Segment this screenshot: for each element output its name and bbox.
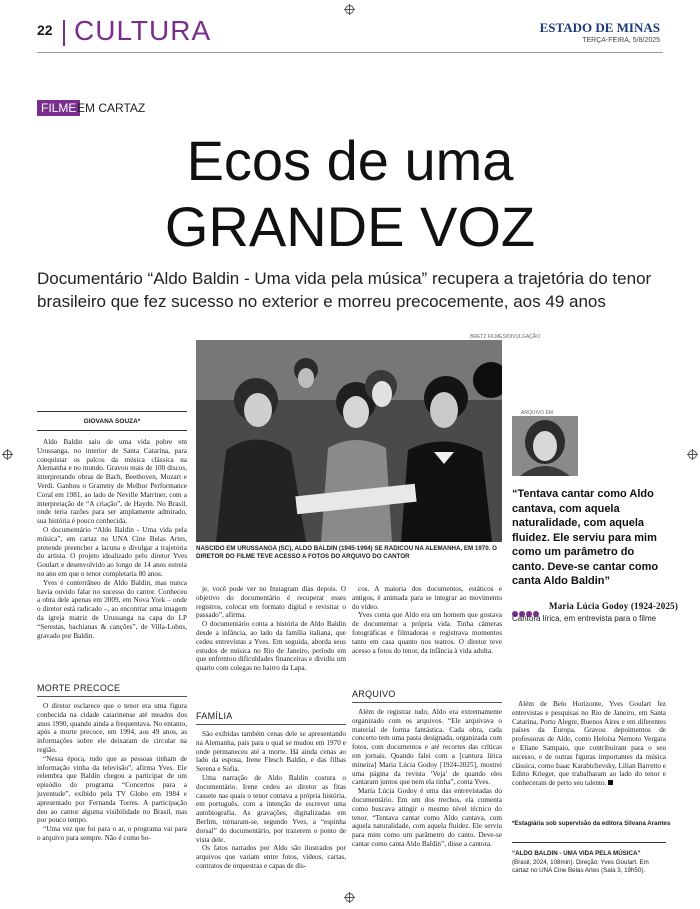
paragraph: São exibidas também cenas dele se apresentando na Alemanha, país para o qual se mudou em 1970 e onde permaneceu até a morte. Há ainda cenas ao lado da esposa, Irene Flesch Baldin, e das filhas Serena e Sofia.	[196, 730, 346, 774]
subhead-familia: FAMÍLIA	[196, 711, 233, 721]
subhead-rule	[352, 702, 502, 703]
subhead-arquivo: ARQUIVO	[352, 689, 396, 699]
registration-mark	[345, 5, 354, 14]
byline-rule	[37, 430, 187, 431]
headline-line-2: GRANDE VOZ	[164, 195, 536, 258]
article-column-3-top	[352, 585, 502, 655]
paragraph: Aldo Baldin saiu de uma vida pobre em Urussanga, no interior de Santa Catarina, para conquistar os palcos da música clássica na Alemanha e no mundo. Gravou mais de 100 discos, interpretando obras de Bach, Beethoven, Mozart e Verdi. Ganhou o Grammy de Melhor Performance Coral em 1981, ao lado de Neville Marriner, com a interpretação de “A criação”, de Haydn. No Brasil, onde teria razões para ser amplamente admirado, sua história é pouco conhecida.	[37, 438, 187, 526]
article-column-3-bottom	[352, 708, 502, 849]
infobox-rule	[512, 842, 666, 843]
subhead-morte-precoce: MORTE PRECOCE	[37, 683, 121, 693]
section-title: CULTURA	[74, 15, 212, 46]
quote-author: Maria Lúcia Godoy (1924-2025)	[549, 601, 679, 611]
registration-mark	[688, 450, 697, 459]
subhead-rule	[196, 724, 346, 725]
paragraph: O documentário conta a história de Aldo Baldin desde a infância, ao lado da família italiana, que cedeu entrevistas a Yves. Em seguida, aborda seus estudos de música no Rio de Janeiro, período em que enfrentou dificuldades financeiras e dividiu um quarto com colegas no bairro da Lapa.	[196, 620, 346, 673]
page-number: 22	[37, 22, 53, 38]
paragraph: O diretor esclarece que o tenor era uma figura conhecida na cidade catarinense até meados dos anos 1990, quando ainda a frequentava. No entanto, após a morte precoce, em 1994, aos 49 anos, as informações sobre ele deixaram de circular na região.	[37, 702, 187, 754]
paragraph: Uma narração de Aldo Baldin costura o documentário. Irene cedeu ao diretor as fitas cassete nas quais o tenor contava a própria história, em português, com a intenção de escrever uma autobiografia. As gravações, digitalizadas em Berlim, tornaram-se, segundo Yves, a “espinha dorsal” do documentário, por trazerem o ponto de vista dele.	[196, 773, 346, 844]
pull-quote: “Tentava cantar como Aldo cantava, com aquela naturalidade, com aquela fluidez. Ele serviu para mim como um parâmetro do canto. Deve-se cantar como canta Aldo Baldin”	[512, 488, 659, 587]
header-rule	[37, 52, 663, 53]
newspaper-logo: ESTADO DE MINAS	[539, 20, 660, 35]
category-tag: FILME	[37, 100, 80, 116]
footnote: *Estagiária sob supervisão da editora Silvana Arantes	[512, 820, 671, 827]
registration-mark	[3, 450, 12, 459]
article-column-2-top	[196, 585, 346, 673]
infobox-text: (Brasil, 2024, 108min). Direção: Yves Goulart. Em cartaz no UNA Cine Belas Artes (Sala 3, 19h50).	[512, 859, 649, 874]
portrait-illustration	[512, 416, 578, 476]
paragraph: Yves conta que Aldo era um homem que gostava de documentar a própria vida. Tinha câmeras fotográficas e filmadoras e registrava momentos tanto em casa quanto nos teatros. O diretor teve acesso a fotos do tenor, da infância à vida adulta.	[352, 611, 502, 655]
paragraph: Os fatos narrados por Aldo são ilustrados por arquivos que variam entre fotos, vídeos, cartas, contratos de orquestras e capas de dis-	[196, 844, 346, 870]
category-subtag: EM CARTAZ	[77, 101, 146, 115]
main-photo	[196, 340, 502, 542]
paragraph: Yves é conterrâneo de Aldo Baldin, mas nunca havia ouvido falar no sucesso do cantor. Conheceu a obra dele apenas em 2009, em Nova York – onde o diretor está radicado –, ao encontrar uma imagem da igreja matriz de Urussanga na capa do LP “Serestas, bachianas & canções”, de Villa-Lobos, gravado por Baldin.	[37, 578, 187, 640]
photo-credit: BRETZ FILMES/DIVULGAÇÃO	[470, 334, 541, 340]
photo-caption: NASCIDO EM URUSSANGA (SC), ALDO BALDIN (1945-1994) SE RADICOU NA ALEMANHA, EM 1970. O DIRETOR DO FILME TEVE ACESSO A FOTOS DO ARQUIVO DO CANTOR	[196, 545, 497, 560]
paragraph: Além de registrar tudo, Aldo era extremamente organizado com os arquivos. “Ele arquivava o material de forma fantástica. Cada obra, cada concerto tem uma pasta designada, organizada com fotos, com documentos e até recortes das críticas em jornais. Quando falei com a [cantora lírica mineira] Maria Lúcia Godoy [1924-2025], mostrei uma página da revista ‘Veja’ de quando eles cantaram juntos que nem ela tinha”, conta Yves.	[352, 708, 502, 787]
registration-mark	[345, 893, 354, 902]
side-photo	[512, 416, 578, 476]
quote-author-role: Cantora lírica, em entrevista para o filme	[512, 614, 657, 623]
paragraph: cos. A maioria dos documentos, estáticos e antigos, é animada para se integrar ao movimento do vídeo.	[352, 585, 502, 611]
paragraph: “Nessa época, tudo que as pessoas tinham de informação vinha da televisão”, afirma Yves. Ele relembra que Baldin chegou a participar de um episódio do programa “Concertos para a juventude”, exibido pela TV Globo em 1984 e apresentado por Fernanda Torres. A participação deu ao cantor alguma visibilidade no Brasil, mas por pouco tempo.	[37, 754, 187, 825]
paragraph-text: Além de Belo Horizonte, Yves Goulart fez entrevistas e pesquisas no Rio de Janeiro, em Santa Catarina, Porto Alegre, Buenos Aires e em diferentes países da Europa. Gravou depoimentos de professoras de Aldo, como Heloísa Nemoto Vergara e Eliane Sampaio, que contribuíram para o seu sucesso, e de outras figuras importantes da música clássica, como Isaac Karabtchevsky, Lilian Barretto e Edino Krieger, que trabalharam ao lado do tenor e conheceram de perto seu talento.	[512, 700, 666, 788]
side-photo-credit: ARQUIVO EM	[521, 410, 553, 416]
paragraph: je, você pode ver no Instagram dias depois. O objetivo do documentário é recuperar esses registros, colocar em formato digital e revisitar o passado”, afirma.	[196, 585, 346, 620]
article-column-1-top	[37, 438, 187, 640]
paragraph: Maria Lúcia Godoy é uma das entrevistadas do documentário. Em um dos trechos, ela comenta como buscava atingir o mesmo nível técnico do tenor. “Tentava cantar como Aldo cantava, com aquela naturalidade, com aquela fluidez. Ele serviu para mim como um parâmetro do canto. Deve-se cantar como canta Aldo Baldin”, disse a cantora.	[352, 787, 502, 848]
article-column-4-bottom	[512, 700, 666, 788]
edition-date: TERÇA-FEIRA, 5/8/2025	[582, 37, 660, 44]
headline-line-1: Ecos de uma	[186, 129, 514, 192]
byline-rule	[37, 411, 187, 412]
article-column-1-bottom	[37, 702, 187, 843]
end-mark	[608, 780, 613, 785]
paragraph: “Uma vez que foi para o ar, o programa vai para o arquivo para sempre. Não é como ho-	[37, 825, 187, 842]
article-column-2-bottom	[196, 730, 346, 871]
group-photo-illustration	[196, 340, 502, 542]
article-dek: Documentário “Aldo Baldin - Uma vida pela música” recupera a trajetória do tenor brasileiro que fez sucesso no exterior e morreu precocemente, aos 49 anos	[37, 269, 652, 311]
paragraph	[512, 700, 666, 788]
infobox-title: “ALDO BALDIN - UMA VIDA PELA MÚSICA”	[512, 850, 641, 857]
paragraph: O documentário “Aldo Baldin - Uma vida pela música”, em cartaz no UNA Cine Belas Artes, pretende preencher a lacuna e divulgar a trajetória do artista. O projeto idealizado pelo diretor Yves Goulart e desenvolvido ao longo de 14 anos estreia no ano em que o tenor completaria 80 anos.	[37, 525, 187, 578]
header-divider	[63, 20, 65, 46]
byline: GIOVANA SOUZA*	[83, 418, 141, 425]
subhead-rule	[37, 696, 187, 697]
